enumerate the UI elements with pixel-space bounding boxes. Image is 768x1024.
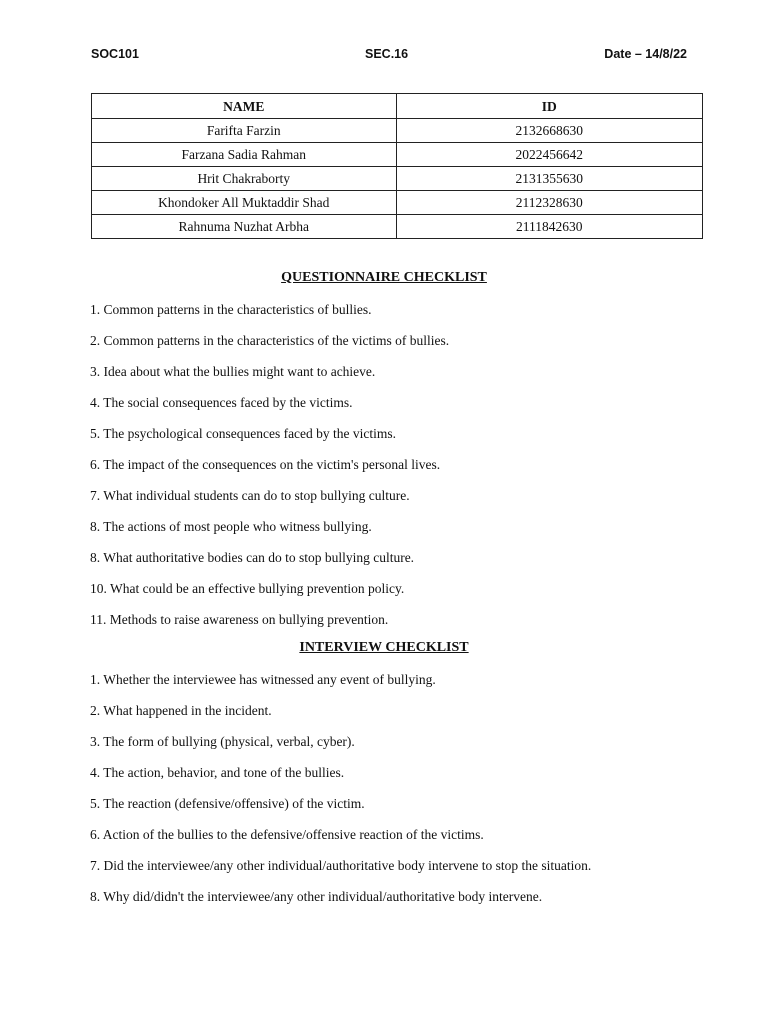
questionnaire-list <box>90 301 449 642</box>
column-header-id: ID <box>396 94 703 119</box>
list-item: 2. Common patterns in the characteristics of the victims of bullies. <box>90 333 450 348</box>
list-item: 8. The actions of most people who witness bullying. <box>90 519 372 534</box>
list-item: 8. Why did/didn't the interviewee/any other individual/authoritative body intervene. <box>90 889 543 904</box>
table-row <box>92 143 703 167</box>
list-item: 3. The form of bullying (physical, verbal, cyber). <box>90 734 355 749</box>
interview-list <box>90 671 591 919</box>
table-row <box>92 167 703 191</box>
member-id: 2132668630 <box>396 119 703 143</box>
member-id: 2111842630 <box>396 215 703 239</box>
list-item: 5. The psychological consequences faced by the victims. <box>90 426 397 441</box>
members-table <box>91 93 703 239</box>
date-label: Date – 14/8/22 <box>604 47 687 61</box>
list-item: 4. The action, behavior, and tone of the bullies. <box>90 765 345 780</box>
member-name: Rahnuma Nuzhat Arbha <box>92 215 397 239</box>
member-name: Farzana Sadia Rahman <box>92 143 397 167</box>
list-item: 7. What individual students can do to stop bullying culture. <box>90 488 410 503</box>
questionnaire-title: QUESTIONNAIRE CHECKLIST <box>281 270 487 285</box>
list-item: 1. Common patterns in the characteristics of bullies. <box>90 302 372 317</box>
list-item: 7. Did the interviewee/any other individual/authoritative body intervene to stop the situation. <box>90 858 592 873</box>
column-header-name: NAME <box>92 94 397 119</box>
table-row <box>92 215 703 239</box>
list-item: 4. The social consequences faced by the victims. <box>90 395 353 410</box>
course-code: SOC101 <box>91 47 139 61</box>
list-item: 6. The impact of the consequences on the victim's personal lives. <box>90 457 441 472</box>
member-id: 2112328630 <box>396 191 703 215</box>
list-item: 1. Whether the interviewee has witnessed any event of bullying. <box>90 672 436 687</box>
member-name: Farifta Farzin <box>92 119 397 143</box>
member-name: Khondoker All Muktaddir Shad <box>92 191 397 215</box>
member-id: 2022456642 <box>396 143 703 167</box>
list-item: 11. Methods to raise awareness on bullying prevention. <box>90 612 389 627</box>
list-item: 2. What happened in the incident. <box>90 703 272 718</box>
table-row <box>92 119 703 143</box>
section-number: SEC.16 <box>365 47 409 61</box>
table-header-row <box>92 94 703 119</box>
list-item: 6. Action of the bullies to the defensive/offensive reaction of the victims. <box>90 827 484 842</box>
list-item: 8. What authoritative bodies can do to stop bullying culture. <box>90 550 415 565</box>
list-item: 5. The reaction (defensive/offensive) of the victim. <box>90 796 365 811</box>
member-id: 2131355630 <box>396 167 703 191</box>
member-name: Hrit Chakraborty <box>92 167 397 191</box>
list-item: 10. What could be an effective bullying prevention policy. <box>90 581 405 596</box>
page-header <box>91 47 687 65</box>
interview-title: INTERVIEW CHECKLIST <box>299 640 469 655</box>
table-row <box>92 191 703 215</box>
list-item: 3. Idea about what the bullies might want to achieve. <box>90 364 376 379</box>
